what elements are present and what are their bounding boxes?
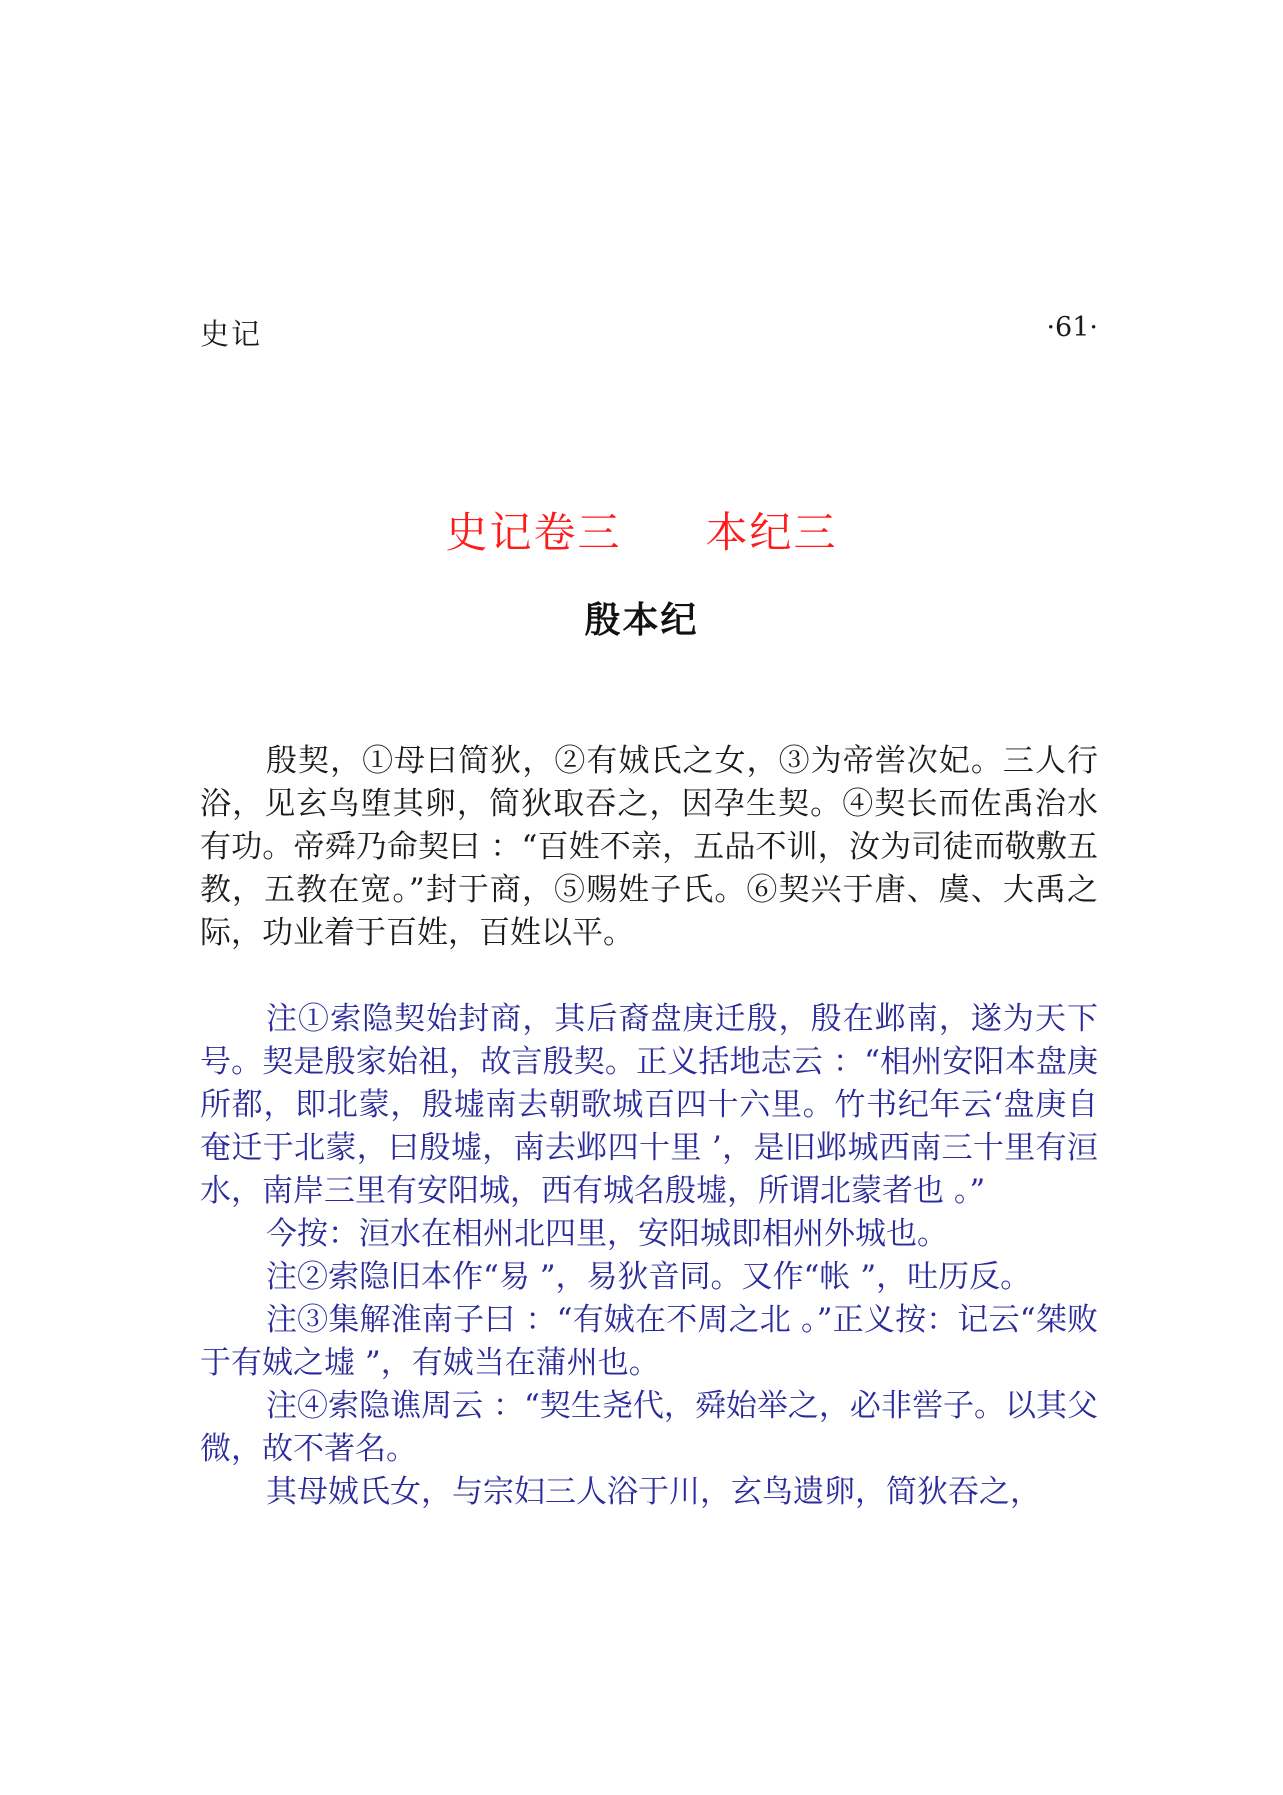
note-paragraph: 注③集解淮南子曰 ：“有娀在不周之北 。”正义按：记云“桀败于有娀之墟 ”，有娀当在蒲州也。	[200, 1302, 1098, 1381]
note-paragraph: 注②索隐旧本作“易 ”，易狄音同。又作“帐 ”，吐历反。	[266, 1259, 1032, 1295]
note-paragraph: 其母娀氏女，与宗妇三人浴于川，玄鸟遗卵，简狄吞之，	[266, 1474, 1041, 1510]
running-head-book-title: 史记	[200, 317, 263, 351]
page-number: ·61·	[1046, 312, 1098, 343]
chapter-number-title: 本纪三	[705, 508, 838, 557]
page-header	[200, 312, 1098, 352]
volume-title: 史记卷三	[445, 508, 622, 557]
chapter-body	[200, 740, 1098, 1514]
chapter-subtitle: 殷本纪	[584, 600, 699, 641]
note-paragraph: 今按：洹水在相州北四里，安阳城即相州外城也。	[266, 1216, 948, 1252]
note-paragraph: 注④索隐谯周云 ：“契生尧代，舜始举之，必非喾子。以其父微，故不著名。	[200, 1388, 1098, 1467]
note-paragraph: 注①索隐契始封商，其后裔盘庚迁殷，殷在邺南，遂为天下号。契是殷家始祖，故言殷契。正义括地志云 ：“相州安阳本盘庚所都，即北蒙，殷墟南去朝歌城百四十六里。竹书纪年云‘盘庚自奄迁于北蒙，曰殷墟，南去邺四十里 ’，是旧邺城西南三十里有洹水，南岸三里有安阳城，西有城名殷墟，所谓北蒙者也 。”	[200, 1001, 1098, 1209]
main-paragraph: 殷契，①母曰简狄，②有娀氏之女，③为帝喾次妃。三人行浴，见玄鸟堕其卵，简狄取吞之，因孕生契。④契长而佐禹治水有功。帝舜乃命契曰 ：“百姓不亲，五品不训，汝为司徒而敬敷五教，五教在宽。”封于商，⑤赐姓子氏。⑥契兴于唐、虞、大禹之际，功业着于百姓，百姓以平。	[200, 743, 1098, 951]
chapter-title	[0, 500, 1283, 560]
